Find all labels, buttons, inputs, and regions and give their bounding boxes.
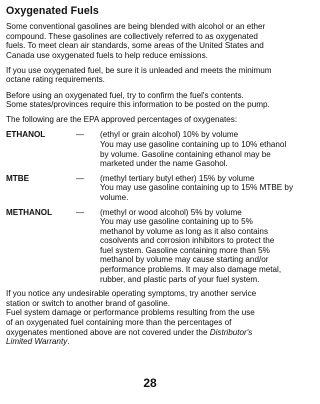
em-dash: — bbox=[76, 207, 85, 217]
text-line: Some states/provinces require this information to be posted on the pump. bbox=[6, 100, 270, 110]
oxygenate-row-mtbe bbox=[6, 174, 296, 203]
oxygenate-description bbox=[100, 208, 296, 285]
text-line bbox=[6, 328, 296, 338]
text-line: methanol by volume may cause starting and/or bbox=[100, 255, 269, 265]
oxygenate-description bbox=[100, 130, 296, 168]
text-line: methanol by volume as long as it also contains bbox=[100, 226, 269, 236]
text-line: performance problems. It may also damage metal, bbox=[100, 265, 282, 275]
oxygenate-name: METHANOL bbox=[6, 207, 53, 217]
text-line: cosolvents and corrosion inhibitors to protect the bbox=[100, 236, 275, 246]
text-line: by volume. Gasoline containing ethanol may be bbox=[100, 149, 271, 159]
closing-paragraph bbox=[6, 289, 296, 347]
em-dash: — bbox=[76, 173, 85, 183]
text-line: If you notice any undesirable operating symptoms, try another service bbox=[6, 289, 257, 299]
text-line: (methyl tertiary butyl ether) 15% by volume bbox=[100, 173, 255, 183]
intro-paragraph bbox=[6, 22, 296, 60]
text-line: You may use gasoline containing up to 5% bbox=[100, 217, 253, 227]
text-segment: oxygenates mentioned above are not covered under the bbox=[6, 327, 210, 337]
epa-intro-paragraph bbox=[6, 115, 296, 125]
oxygenate-row-ethanol bbox=[6, 130, 296, 168]
text-line: marketed under the name Gasohol. bbox=[100, 159, 228, 169]
text-line: Before using an oxygenated fuel, try to confirm the fuel's contents. bbox=[6, 90, 244, 100]
text-line: (methyl or wood alcohol) 5% by volume bbox=[100, 207, 242, 217]
text-line: fuel system. Gasoline containing more than 5% bbox=[100, 245, 270, 255]
warranty-name-italic: Limited Warranty bbox=[6, 337, 68, 347]
oxygenate-name: MTBE bbox=[6, 173, 30, 183]
document-page bbox=[6, 5, 296, 352]
text-line: Some conventional gasolines are being blended with alcohol or an ether bbox=[6, 22, 266, 31]
section-title: Oxygenated Fuels bbox=[6, 5, 99, 17]
text-line: You may use gasoline containing up to 15% MTBE by bbox=[100, 183, 294, 193]
page-number: 28 bbox=[143, 376, 157, 390]
warranty-name-italic: Distributor's bbox=[209, 327, 253, 337]
text-line bbox=[6, 337, 296, 347]
text-line: Fuel system damage or performance problems resulting from the use bbox=[6, 308, 255, 318]
text-line: octane rating requirements. bbox=[6, 75, 105, 85]
text-line: of an oxygenated fuel containing more than the percentages of bbox=[6, 318, 232, 328]
text-segment: . bbox=[67, 337, 70, 347]
text-line: rubber, and plastic parts of your fuel system. bbox=[100, 274, 260, 284]
text-line: You may use gasoline containing up to 10% ethanol bbox=[100, 139, 287, 149]
confirm-contents-paragraph bbox=[6, 91, 296, 110]
text-line: If you use oxygenated fuel, be sure it is unleaded and meets the minimum bbox=[6, 65, 272, 75]
text-line: (ethyl or grain alcohol) 10% by volume bbox=[100, 130, 239, 140]
text-line: station or switch to another brand of gasoline. bbox=[6, 298, 170, 308]
oxygenate-name: ETHANOL bbox=[6, 130, 46, 140]
oxygenate-row-methanol bbox=[6, 208, 296, 285]
em-dash: — bbox=[76, 130, 85, 140]
unleaded-paragraph bbox=[6, 66, 296, 85]
text-line: compound. These gasolines are collectively referred to as oxygenated bbox=[6, 31, 258, 41]
oxygenate-description bbox=[100, 174, 296, 203]
oxygenate-list bbox=[6, 130, 296, 284]
text-line: The following are the EPA approved percentages of oxygenates: bbox=[6, 115, 238, 125]
text-line: volume. bbox=[100, 192, 129, 202]
text-line: Canada use oxygenated fuels to help reduce emissions. bbox=[6, 50, 208, 60]
text-line: fuels. To meet clean air standards, some areas of the United States and bbox=[6, 41, 264, 51]
